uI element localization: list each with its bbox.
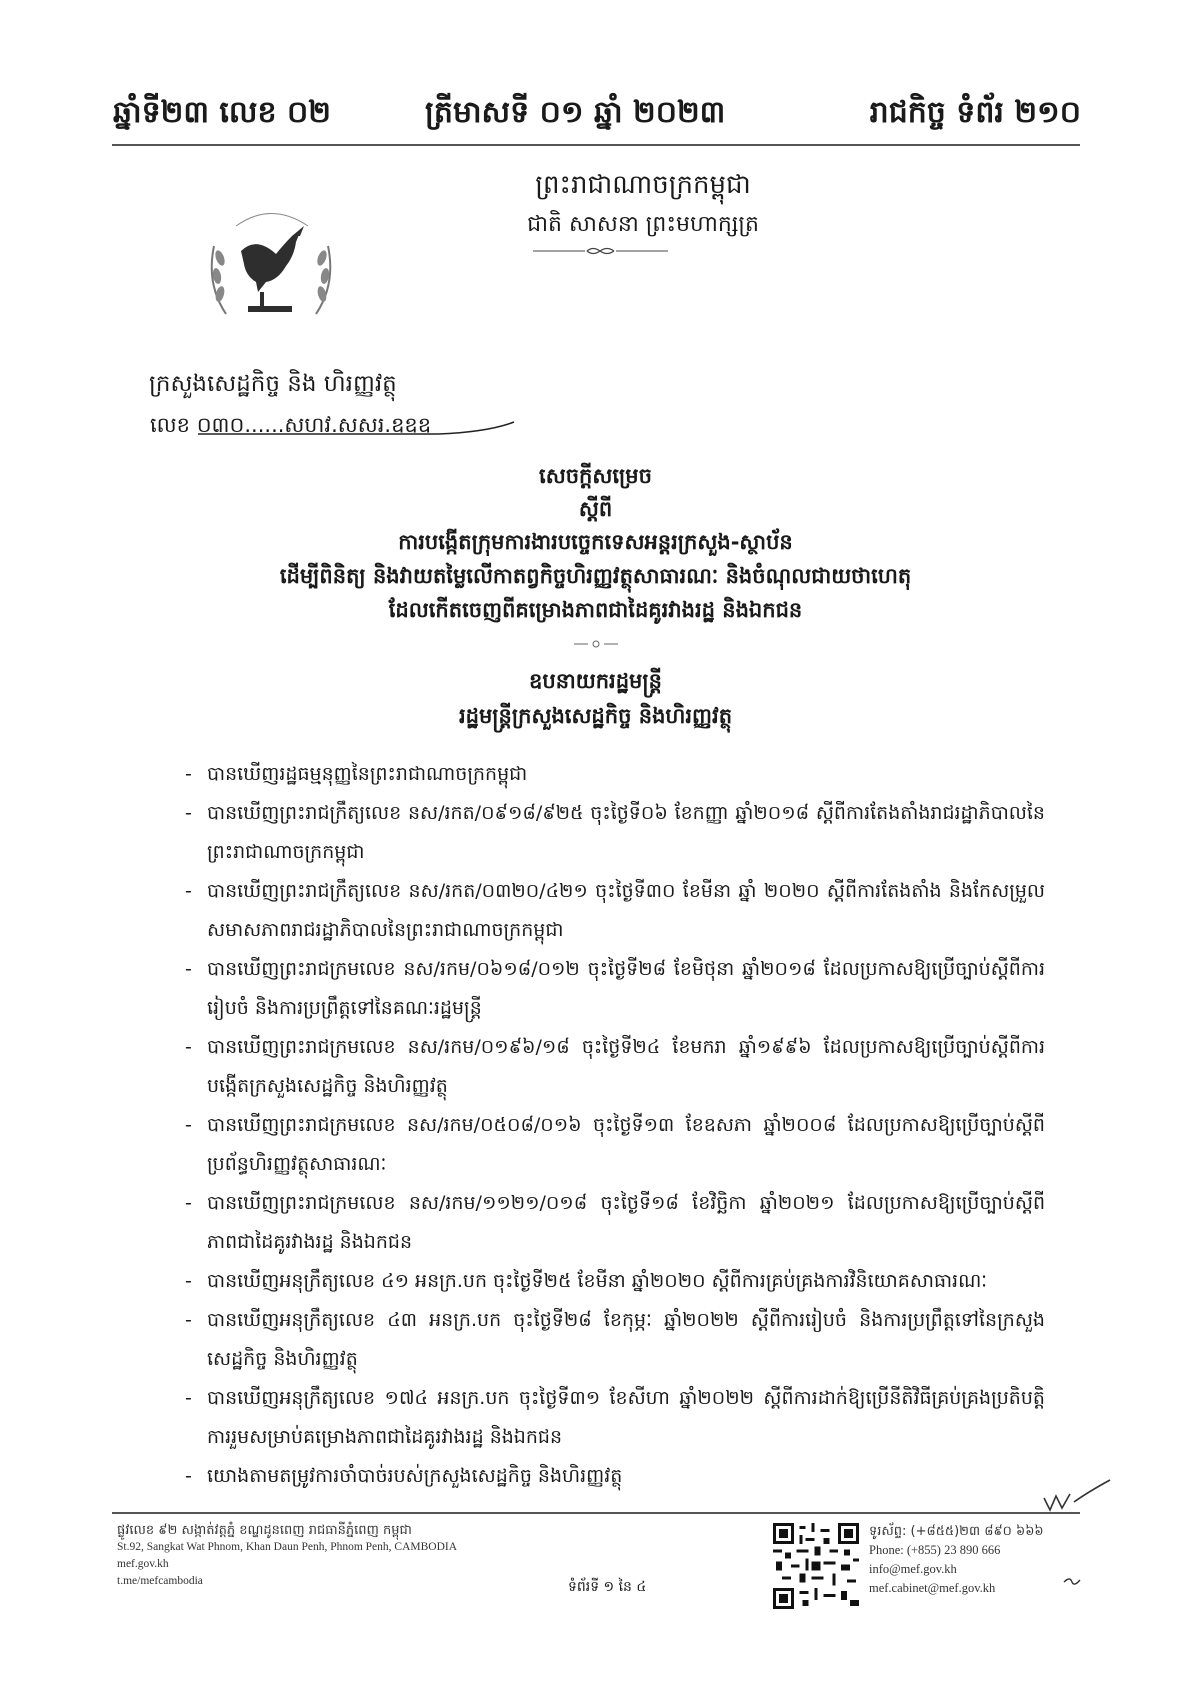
list-item: - បានឃើញព្រះរាជក្រមលេខ នស/រកម/១១២១/០១៨ ចុះថ្ងៃទី១៨ ខែវិច្ឆិកា ឆ្នាំ២០២១ ដែលប្រកាសឱ្យប្រើច្បាប់ស្ដីពីភាពជាដៃគូរវាងរដ្ឋ និងឯកជន xyxy=(185,1184,1045,1262)
list-item: - បានឃើញព្រះរាជក្រឹត្យលេខ នស/រកត/០៩១៨/៩២៥ ចុះថ្ងៃទី០៦ ខែកញ្ញា ឆ្នាំ២០១៨ ស្ដីពីការតែងតាំងរាជរដ្ឋាភិបាលនៃព្រះរាជាណាចក្រកម្ពុជា xyxy=(185,794,1045,872)
national-motto: ជាតិ សាសនា ព្រះមហាក្សត្រ xyxy=(527,212,759,237)
initials-signature xyxy=(1040,1478,1112,1514)
qr-code xyxy=(773,1523,859,1609)
kingdom-name: ព្រះរាជាណាចក្រកម្ពុជា xyxy=(535,170,751,200)
list-item: - បានឃើញអនុក្រឹត្យលេខ ៤១ អនក្រ.បក ចុះថ្ងៃទី២៥ ខែមីនា ឆ្នាំ២០២០ ស្ដីពីការគ្រប់គ្រងការវិនិយោគសាធារណៈ xyxy=(185,1262,1045,1301)
gazette-quarter: ត្រីមាសទី ០១ ឆ្នាំ ២០២៣ xyxy=(425,95,726,130)
list-item: - យោងតាមតម្រូវការចាំបាច់របស់ក្រសួងសេដ្ឋកិច្ច និងហិរញ្ញវត្ថុ xyxy=(185,1457,1045,1496)
website-link[interactable]: mef.gov.kh xyxy=(117,1558,169,1570)
authority-title: ឧបនាយករដ្ឋមន្ត្រី xyxy=(529,669,662,693)
telegram-link[interactable]: t.me/mefcambodia xyxy=(117,1575,203,1587)
decision-subject-line1: ការបង្កើតក្រុមការងារបច្ចេកទេសអន្តរក្រសួង-ស្ថាប័ន xyxy=(398,530,793,554)
reference-handwriting-stroke xyxy=(198,420,516,438)
gazette-year-issue: ឆ្នាំទី២៣ លេខ ០២ xyxy=(113,95,331,130)
small-ornament xyxy=(574,640,618,648)
header-divider xyxy=(112,144,1080,146)
email-cabinet[interactable]: mef.cabinet@mef.gov.kh xyxy=(869,1581,996,1595)
list-item: - បានឃើញព្រះរាជក្រមលេខ នស/រកម/០៥០៨/០១៦ ចុះថ្ងៃទី១៣ ខែឧសភា ឆ្នាំ២០០៨ ដែលប្រកាសឱ្យប្រើច្បាប់ស្ដីពីប្រព័ន្ធហិរញ្ញវត្ថុសាធារណៈ xyxy=(185,1106,1045,1184)
phone-english: Phone: (+855) 23 890 666 xyxy=(869,1543,1001,1557)
decision-on: ស្ដីពី xyxy=(578,497,613,521)
footer-contact-block xyxy=(869,1522,1044,1598)
list-item: - បានឃើញព្រះរាជក្រឹត្យលេខ នស/រកត/០៣២០/៤២១ ចុះថ្ងៃទី៣០ ខែមីនា ឆ្នាំ ២០២០ ស្ដីពីការតែងតាំង និងកែសម្រួលសមាសភាពរាជរដ្ឋាភិបាលនៃព្រះរាជាណាចក្រកម្ពុជា xyxy=(185,872,1045,950)
address-khmer: ផ្លូវលេខ ៩២ សង្កាត់វត្តភ្នំ ខណ្ឌដូនពេញ រាជធានីភ្នំពេញ កម្ពុជា xyxy=(117,1523,412,1538)
footer-divider xyxy=(112,1512,1080,1514)
gazette-page: រាជកិច្ច ទំព័រ ២១០ xyxy=(869,95,1081,130)
list-item: - បានឃើញរដ្ឋធម្មនុញ្ញនៃព្រះរាជាណាចក្រកម្ពុជា xyxy=(185,755,1045,794)
list-item: - បានឃើញអនុក្រឹត្យលេខ ១៧៤ អនក្រ.បក ចុះថ្ងៃទី៣១ ខែសីហា ឆ្នាំ២០២២ ស្ដីពីការដាក់ឱ្យប្រើនីតិវិធីគ្រប់គ្រងប្រតិបត្តិការរួមសម្រាប់គម្រោងភាពជាដៃគូរវាងរដ្ឋ និងឯកជន xyxy=(185,1379,1045,1457)
list-item: - បានឃើញព្រះរាជក្រមលេខ នស/រកម/០១៩៦/១៨ ចុះថ្ងៃទី២៤ ខែមករា ឆ្នាំ១៩៩៦ ដែលប្រកាសឱ្យប្រើច្បាប់ស្ដីពីការបង្កើតក្រសួងសេដ្ឋកិច្ច និងហិរញ្ញវត្ថុ xyxy=(185,1028,1045,1106)
ornament-divider xyxy=(533,246,668,256)
considerations-list xyxy=(185,755,1045,1496)
reference-label: លេខ xyxy=(150,413,190,437)
reference-value: ០៣០......សហវ.សសរ.ឧឧឧ xyxy=(196,413,432,437)
list-item: - បានឃើញអនុក្រឹត្យលេខ ៤៣ អនក្រ.បក ចុះថ្ងៃទី២៨ ខែកុម្ភៈ ឆ្នាំ២០២២ ស្ដីពីការរៀបចំ និងការប្រព្រឹត្តទៅនៃក្រសួងសេដ្ឋកិច្ច និងហិរញ្ញវត្ថុ xyxy=(185,1301,1045,1379)
decision-subject-line2: ដើម្បីពិនិត្យ និងវាយតម្លៃលើកាតព្វកិច្ចហិរញ្ញវត្ថុសាធារណៈ និងចំណុលជាយថាហេតុ xyxy=(279,564,912,588)
phone-khmer: ទូរស័ព្ទ: (+៨៥៥)២៣ ៨៩០ ៦៦៦ xyxy=(869,1524,1044,1539)
handwritten-mark xyxy=(1062,1574,1082,1588)
address-english: St.92, Sangkat Wat Phnom, Khan Daun Penh, Phnom Penh, CAMBODIA xyxy=(117,1541,458,1553)
decision-subject-line3: ដែលកើតចេញពីគម្រោងភាពជាដៃគូរវាងរដ្ឋ និងឯកជន xyxy=(388,598,803,622)
email-info[interactable]: info@mef.gov.kh xyxy=(869,1562,957,1576)
authority-subtitle: រដ្ឋមន្ត្រីក្រសួងសេដ្ឋកិច្ច និងហិរញ្ញវត្ថុ xyxy=(458,704,733,728)
decision-title: សេចក្ដីសម្រេច xyxy=(539,464,652,488)
ministry-name: ក្រសួងសេដ្ឋកិច្ច និង ហិរញ្ញវត្ថុ xyxy=(149,371,397,397)
page-number: ទំព័រទី ១ នៃ ៤ xyxy=(568,1579,647,1595)
footer-address-block xyxy=(117,1522,457,1590)
list-item: - បានឃើញព្រះរាជក្រមលេខ នស/រកម/០៦១៨/០១២ ចុះថ្ងៃទី២៨ ខែមិថុនា ឆ្នាំ២០១៨ ដែលប្រកាសឱ្យប្រើច្បាប់ស្ដីពីការរៀបចំ និងការប្រព្រឹត្តទៅនៃគណៈរដ្ឋមន្ត្រី xyxy=(185,950,1045,1028)
ministry-seal-logo xyxy=(196,196,346,346)
